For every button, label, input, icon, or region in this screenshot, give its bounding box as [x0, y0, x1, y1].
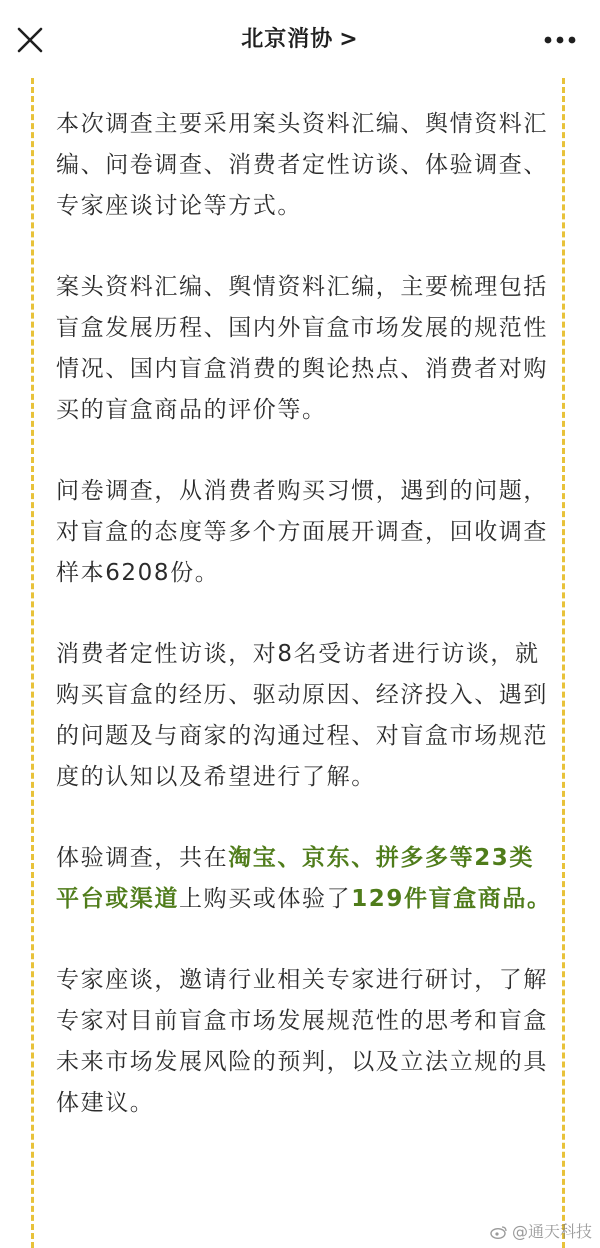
paragraph-interviews: 消费者定性访谈，对8名受访者进行访谈，就购买盲盒的经历、驱动原因、经济投入、遇到的问题及与商家的沟通过程、对盲盒市场规范度的认知以及希望进行了解。: [56, 641, 548, 790]
more-dots-icon: [540, 30, 580, 50]
paragraph-desk-research: 案头资料汇编、舆情资料汇编，主要梳理包括盲盒发展历程、国内外盲盒市场发展的规范性情况、国内盲盒消费的舆论热点、消费者对购买的盲盒商品的评价等。: [56, 274, 548, 423]
paragraph-methods: 本次调查主要采用案头资料汇编、舆情资料汇编、问卷调查、消费者定性访谈、体验调查、专家座谈讨论等方式。: [56, 111, 548, 219]
paragraph-experience-survey: [56, 838, 556, 920]
paragraph-questionnaire: 问卷调查，从消费者购买习惯，遇到的问题，对盲盒的态度等多个方面展开调查，回收调查样本6208份。: [56, 478, 548, 586]
account-title[interactable]: [0, 22, 600, 53]
paragraph-expert-panel: 专家座谈，邀请行业相关专家进行研讨，了解专家对目前盲盒市场发展规范性的思考和盲盒未来市场发展风险的预判，以及立法立规的具体建议。: [56, 967, 548, 1116]
article-body: [56, 104, 556, 1164]
highlight-platforms: 淘宝、京东、拼多多等23类平台或渠道: [56, 845, 535, 912]
weibo-icon: [490, 1225, 508, 1239]
watermark: [490, 1219, 592, 1242]
watermark-text: @通天科技: [511, 1222, 592, 1241]
experience-text-1: 体验调查，共在: [56, 845, 229, 871]
highlight-products: 129件盲盒商品。: [351, 886, 552, 912]
account-name[interactable]: 北京消协: [241, 27, 334, 52]
experience-text-2: 上购买或体验了: [179, 886, 352, 912]
more-button[interactable]: [540, 30, 580, 50]
top-bar: [0, 0, 600, 78]
chevron-right-icon[interactable]: >: [339, 27, 359, 52]
